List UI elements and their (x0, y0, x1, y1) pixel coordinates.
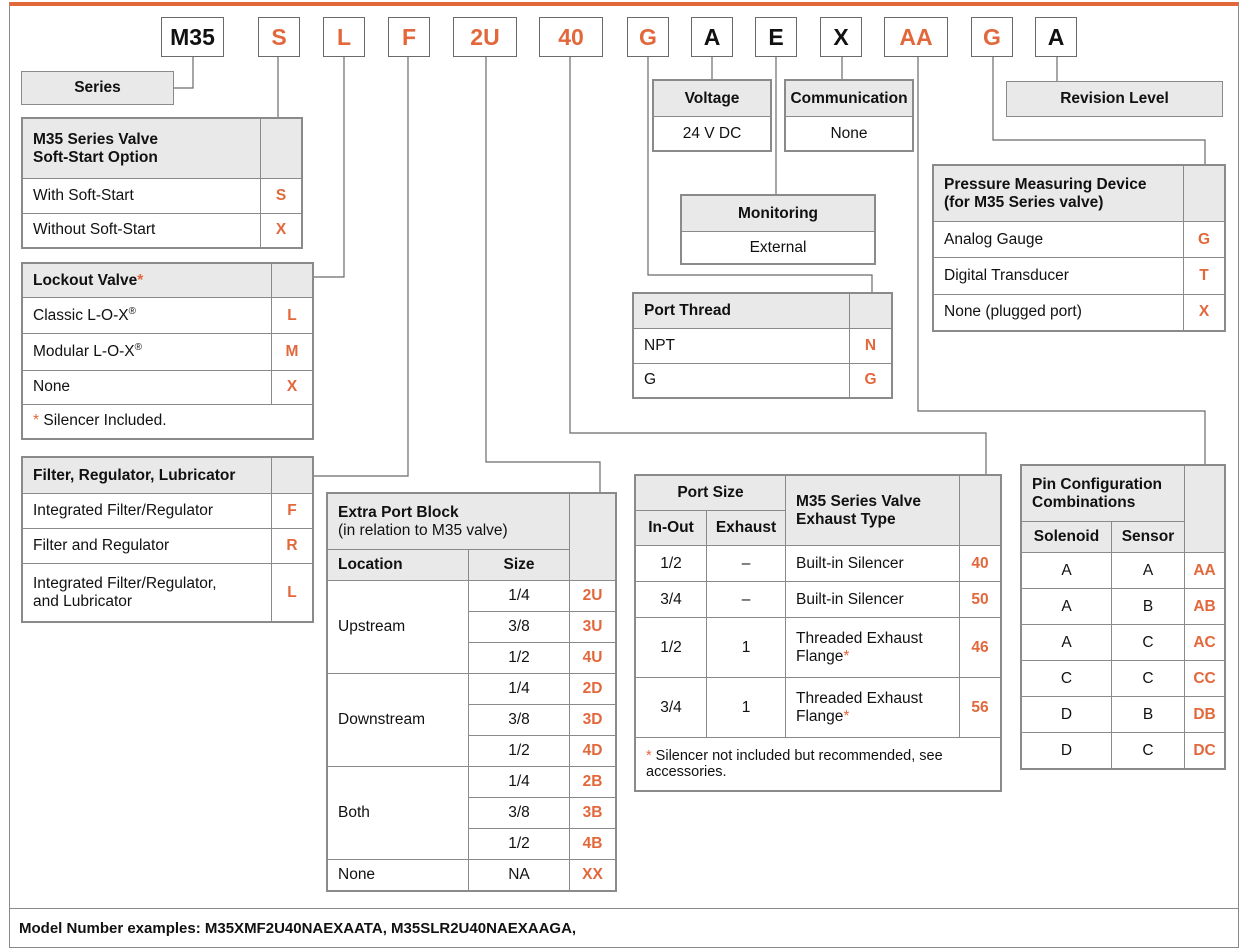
pin-solenoid: D (1022, 733, 1112, 769)
code-box-monitoring: E (755, 17, 797, 57)
port-size-code: 40 (960, 546, 1001, 582)
pin-config-col-sensor: Sensor (1112, 522, 1185, 553)
extra-port-col-size: Size (469, 550, 570, 581)
soft-start-code: S (261, 179, 302, 214)
soft-start-table (21, 117, 303, 249)
monitoring-table (680, 194, 876, 265)
lockout-option: Classic L-O-X® (23, 298, 272, 334)
exhaust-type-title: M35 Series Valve Exhaust Type (786, 476, 960, 546)
extra-port-location: Downstream (328, 674, 469, 767)
pin-solenoid: D (1022, 697, 1112, 733)
frl-title: Filter, Regulator, Lubricator (23, 458, 272, 494)
pin-sensor: B (1112, 697, 1185, 733)
port-size-table (634, 474, 1002, 792)
port-size-note: * Silencer not included but recommended, see accessories. (636, 738, 1001, 791)
revision-label: Revision Level (1006, 81, 1223, 117)
connector-series (174, 57, 193, 88)
pin-code: AA (1185, 553, 1225, 589)
pin-sensor: C (1112, 625, 1185, 661)
extra-port-code: 2D (570, 674, 616, 705)
code-box-port-size: 40 (539, 17, 603, 57)
extra-port-size: 1/4 (469, 767, 570, 798)
pressure-device-code: G (1184, 222, 1225, 258)
pin-solenoid: A (1022, 589, 1112, 625)
port-size-in-out: 3/4 (636, 678, 707, 738)
exhaust-type: Built-in Silencer (786, 546, 960, 582)
extra-port-code: 2B (570, 767, 616, 798)
code-box-pin-config: AA (884, 17, 948, 57)
pin-solenoid: C (1022, 661, 1112, 697)
connector-frl (313, 57, 408, 476)
pin-code: AC (1185, 625, 1225, 661)
code-box-series: M35 (161, 17, 224, 57)
lockout-option: Modular L-O-X® (23, 334, 272, 370)
pin-code: CC (1185, 661, 1225, 697)
port-size-code: 50 (960, 582, 1001, 618)
port-size-col-in-out: In-Out (636, 511, 707, 546)
port-thread-table (632, 292, 893, 399)
soft-start-code: X (261, 213, 302, 248)
port-size-col-exhaust: Exhaust (707, 511, 786, 546)
frl-code: R (272, 529, 313, 564)
port-thread-option: NPT (634, 329, 850, 364)
pin-solenoid: A (1022, 625, 1112, 661)
extra-port-size: 1/2 (469, 643, 570, 674)
soft-start-option: Without Soft-Start (23, 213, 261, 248)
lockout-option: None (23, 370, 272, 404)
extra-port-size: 1/4 (469, 674, 570, 705)
pin-code: AB (1185, 589, 1225, 625)
extra-port-table (326, 492, 617, 892)
port-size-code: 56 (960, 678, 1001, 738)
frl-table (21, 456, 314, 623)
frl-option: Integrated Filter/Regulator, and Lubricator (23, 564, 272, 622)
extra-port-code: 3D (570, 705, 616, 736)
connector-extra-port (486, 57, 600, 492)
exhaust-type: Built-in Silencer (786, 582, 960, 618)
pin-sensor: B (1112, 589, 1185, 625)
extra-port-location: Upstream (328, 581, 469, 674)
extra-port-code: 2U (570, 581, 616, 612)
pin-sensor: C (1112, 733, 1185, 769)
monitoring-value: External (682, 232, 875, 264)
extra-port-location: Both (328, 767, 469, 860)
exhaust-type: Threaded Exhaust Flange* (786, 618, 960, 678)
code-box-frl: F (388, 17, 430, 57)
pressure-device-table (932, 164, 1226, 332)
exhaust-type: Threaded Exhaust Flange* (786, 678, 960, 738)
pin-solenoid: A (1022, 553, 1112, 589)
code-box-voltage: A (691, 17, 733, 57)
frl-option: Integrated Filter/Regulator (23, 494, 272, 529)
monitoring-title: Monitoring (682, 196, 875, 232)
pressure-device-code: T (1184, 258, 1225, 294)
extra-port-title: Extra Port Block (in relation to M35 valve) (328, 494, 570, 550)
extra-port-location: None (328, 860, 469, 891)
frl-code: L (272, 564, 313, 622)
pin-config-table (1020, 464, 1226, 770)
port-size-in-out: 1/2 (636, 546, 707, 582)
code-box-soft-start: S (258, 17, 300, 57)
pressure-device-option: Analog Gauge (934, 222, 1184, 258)
port-thread-option: G (634, 363, 850, 398)
extra-port-size: 1/2 (469, 736, 570, 767)
extra-port-col-location: Location (328, 550, 469, 581)
extra-port-size: 1/4 (469, 581, 570, 612)
port-size-code: 46 (960, 618, 1001, 678)
connector-lockout (313, 57, 344, 277)
lockout-code: X (272, 370, 313, 404)
extra-port-code: XX (570, 860, 616, 891)
port-size-exhaust: – (707, 582, 786, 618)
communication-value: None (786, 117, 913, 151)
soft-start-option: With Soft-Start (23, 179, 261, 214)
extra-port-size: 1/2 (469, 829, 570, 860)
pin-code: DB (1185, 697, 1225, 733)
extra-port-code: 3U (570, 612, 616, 643)
port-size-exhaust: 1 (707, 678, 786, 738)
communication-table (784, 79, 914, 152)
frl-option: Filter and Regulator (23, 529, 272, 564)
port-thread-title: Port Thread (634, 294, 850, 329)
port-size-title: Port Size (636, 476, 786, 511)
pressure-device-option: Digital Transducer (934, 258, 1184, 294)
voltage-title: Voltage (654, 81, 771, 117)
pin-sensor: A (1112, 553, 1185, 589)
pin-sensor: C (1112, 661, 1185, 697)
port-size-in-out: 1/2 (636, 618, 707, 678)
extra-port-code: 3B (570, 798, 616, 829)
extra-port-code: 4B (570, 829, 616, 860)
code-box-communication: X (820, 17, 862, 57)
lockout-valve-table (21, 262, 314, 440)
pressure-device-option: None (plugged port) (934, 294, 1184, 330)
extra-port-size: 3/8 (469, 705, 570, 736)
code-box-lockout: L (323, 17, 365, 57)
extra-port-size: 3/8 (469, 798, 570, 829)
voltage-table (652, 79, 772, 152)
lockout-code: M (272, 334, 313, 370)
pin-code: DC (1185, 733, 1225, 769)
soft-start-title: M35 Series Valve Soft-Start Option (23, 119, 261, 179)
port-size-exhaust: 1 (707, 618, 786, 678)
port-thread-code: G (850, 363, 892, 398)
port-thread-code: N (850, 329, 892, 364)
pressure-device-title: Pressure Measuring Device (for M35 Series valve) (934, 166, 1184, 222)
port-size-exhaust: – (707, 546, 786, 582)
extra-port-size: 3/8 (469, 612, 570, 643)
pin-config-col-solenoid: Solenoid (1022, 522, 1112, 553)
code-box-port-thread: G (627, 17, 669, 57)
code-box-revision: A (1035, 17, 1077, 57)
port-size-in-out: 3/4 (636, 582, 707, 618)
extra-port-size: NA (469, 860, 570, 891)
code-box-extra-port: 2U (453, 17, 517, 57)
extra-port-code: 4D (570, 736, 616, 767)
lockout-note: * Silencer Included. (23, 404, 313, 438)
pressure-device-code: X (1184, 294, 1225, 330)
extra-port-code: 4U (570, 643, 616, 674)
lockout-title: Lockout Valve* (23, 264, 272, 298)
voltage-value: 24 V DC (654, 117, 771, 151)
communication-title: Communication (786, 81, 913, 117)
pin-config-title: Pin Configuration Combinations (1022, 466, 1185, 522)
code-box-pressure-device: G (971, 17, 1013, 57)
series-label: Series (21, 71, 174, 105)
frl-code: F (272, 494, 313, 529)
lockout-code: L (272, 298, 313, 334)
model-examples-footer: Model Number examples: M35XMF2U40NAEXAATA, M35SLR2U40NAEXAAGA, (9, 908, 1239, 948)
